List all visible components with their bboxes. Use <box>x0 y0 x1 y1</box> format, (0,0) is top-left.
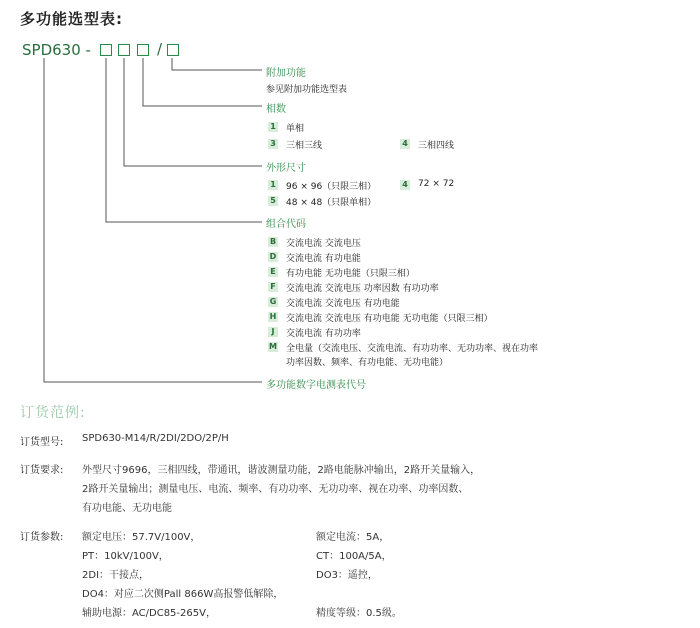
line-extra <box>172 58 262 70</box>
line-size <box>124 58 262 166</box>
param-accuracy: 精度等级：0.5级。 <box>316 608 402 619</box>
combo-label-d: 交流电流 有功电能 <box>286 254 361 264</box>
phase-code-4: 4 <box>400 139 410 149</box>
code-name-label: 多功能数字电测表代号 <box>266 380 366 391</box>
combo-label-j: 交流电流 有功功率 <box>286 329 361 339</box>
order-req-label: 订货要求: <box>20 465 64 476</box>
phase-code-3: 3 <box>268 139 278 149</box>
order-param-label: 订货参数: <box>20 532 64 543</box>
param-pt: PT：10kV/100V， <box>82 551 169 562</box>
param-aux: 辅助电源：AC/DC85-265V， <box>82 608 216 619</box>
extra-note: 参见附加功能选型表 <box>266 85 348 95</box>
combo-code-b: B <box>269 237 277 246</box>
size-label-5: 48 × 48（只限单相） <box>286 198 377 208</box>
size-code-5: 5 <box>268 196 278 206</box>
size-heading: 外形尺寸 <box>266 163 306 174</box>
combo-code-f: F <box>268 282 278 292</box>
param-rated-voltage: 额定电压：57.7V/100V， <box>82 532 201 543</box>
param-do3: DO3：遥控， <box>316 570 378 581</box>
combo-heading: 组合代码 <box>266 219 306 230</box>
order-req-line-2: 2路开关量输出；测量电压、电流、频率、有功功率、无功功率、视在功率、功率因数、 <box>82 484 469 495</box>
combo-label-m-cont: 功率因数、频率、有功电能、无功电能） <box>286 358 449 368</box>
model-slash: / <box>157 40 163 58</box>
param-ct: CT：100A/5A， <box>316 551 392 562</box>
combo-label-e: 有功电能 无功电能（只限三相） <box>286 269 415 279</box>
combo-code-g: G <box>269 297 277 306</box>
combo-code-m: M <box>269 342 277 351</box>
order-model-value: SPD630-M14/R/2DI/2DO/2P/H <box>82 433 229 444</box>
order-req-line-3: 有功电能、无功电能 <box>82 503 172 514</box>
line-phase <box>143 58 262 106</box>
line-combo <box>106 58 262 222</box>
combo-label-f: 交流电流 交流电压 功率因数 有功功率 <box>286 284 439 294</box>
param-do4: DO4：对应二次侧Pall 866W高报警低解除， <box>82 589 284 600</box>
combo-code-j: J <box>268 327 278 337</box>
order-model-label: 订货型号: <box>20 437 64 448</box>
combo-label-b: 交流电流 交流电压 <box>286 239 361 249</box>
size-code-1: 1 <box>268 180 278 190</box>
order-req-line-1: 外型尺寸9696，三相四线，带通讯，谐波测量功能，2路电能脉冲输出，2路开关量输入， <box>82 465 481 476</box>
combo-code-e: E <box>268 267 278 277</box>
phase-label-1: 单相 <box>286 124 305 134</box>
example-heading: 订货范例: <box>20 405 86 421</box>
combo-label-h: 交流电流 交流电压 有功电能 无功电能（只限三相） <box>286 314 493 324</box>
combo-code-d: D <box>269 252 277 261</box>
size-label-4: 72 × 72 <box>418 179 455 189</box>
phase-label-4: 三相四线 <box>418 141 455 151</box>
phase-heading: 相数 <box>266 104 286 115</box>
model-prefix: SPD630 - <box>22 41 91 59</box>
line-code-name <box>44 58 262 382</box>
phase-label-3: 三相三线 <box>286 141 323 151</box>
param-di: 2DI：干接点， <box>82 570 150 581</box>
size-label-1: 96 × 96（只限三相） <box>286 182 377 192</box>
page-title: 多功能选型表: <box>20 10 123 28</box>
size-code-4: 4 <box>400 180 410 190</box>
phase-code-1: 1 <box>268 122 278 132</box>
extra-heading: 附加功能 <box>266 68 306 79</box>
combo-label-g: 交流电流 交流电压 有功电能 <box>286 299 400 309</box>
combo-code-h: H <box>269 312 277 321</box>
combo-label-m: 全电量（交流电压、交流电流、有功功率、无功功率、视在功率 <box>286 344 539 354</box>
param-rated-current: 额定电流：5A， <box>316 532 390 543</box>
